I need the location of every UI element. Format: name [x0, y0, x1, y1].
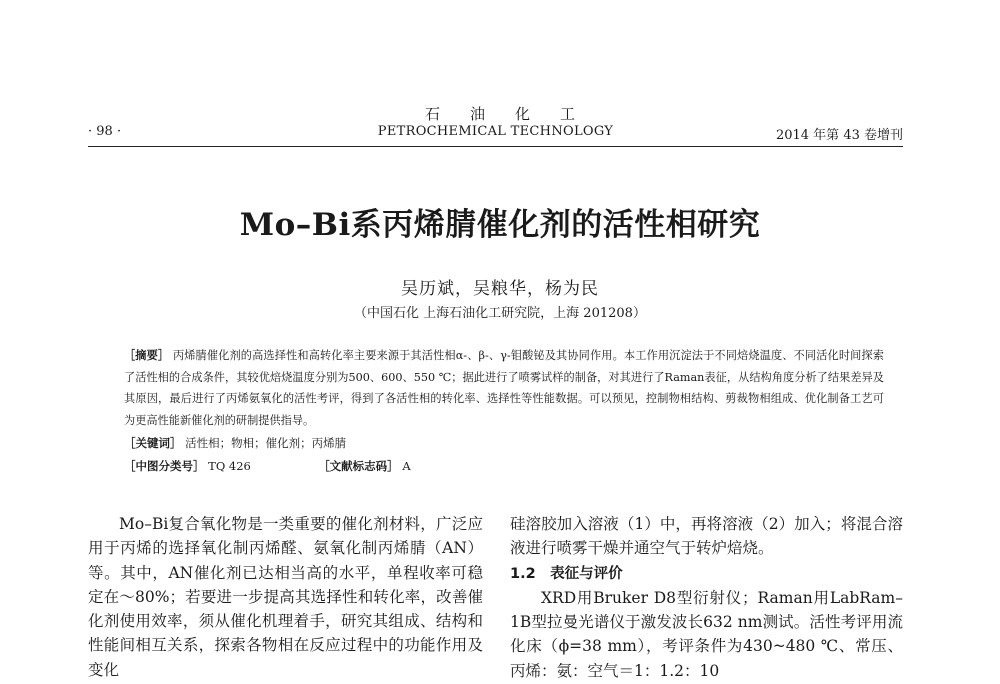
- journal-chinese-name: 石油化工: [424, 105, 605, 123]
- abstract-text: 丙烯腈催化剂的高选择性和高转化率主要来源于其活性相α-、β-、γ-钼酸铋及其协同作用。本工作用沉淀法于不同焙烧温度、不同活化时间探索了活性相的合成条件，其较优焙烧温度分别为500、600、550 ℃；据此进行了喷雾试样的制备，对其进行了Raman表征，从结构角度分析了结果差异及其原因，最后进行了丙烯氨氧化的活性考评，得到了各活性相的转化率、选择性等性能数据。可以预见，控制物相结构、剪裁物相组成、优化制备工艺可为更高性能新催化剂的研制提供指导。: [124, 349, 884, 427]
- section-heading: 1.2 表征与评价: [510, 565, 623, 582]
- abstract-label: ［摘要］: [124, 348, 170, 362]
- article-authors: 吴历斌，吴粮华，杨为民: [401, 279, 599, 299]
- clc-label: ［中图分类号］: [124, 459, 205, 473]
- author-affiliation: （中国石化 上海石油化工研究院，上海 201208）: [354, 306, 646, 321]
- clc-value: TQ 426: [208, 459, 251, 473]
- doc-code-label: ［文献标志码］: [318, 459, 399, 473]
- method-paragraph: 硅溶胶加入溶液（1）中，再将溶液（2）加入；将混合溶液进行喷雾干燥并通空气于转炉焙烧。: [510, 515, 903, 558]
- running-header: [88, 124, 903, 144]
- keywords-label: ［关键词］: [124, 436, 182, 450]
- intro-paragraph: Mo–Bi复合氧化物是一类重要的催化剂材料，广泛应用于丙烯的选择氧化制丙烯醛、氨氧化制丙烯腈（AN）等。其中，AN催化剂已达相当高的水平，单程收率可稳定在～80%；若要进一步提高其选择性和转化率，改善催化剂使用效率，须从催化机理着手，研究其组成、结构和性能间相互关系，探索各物相在反应过程中的功能作用及变化: [88, 515, 483, 679]
- page-number: · 98 ·: [88, 124, 122, 139]
- abstract-block: [124, 345, 884, 431]
- header-rule: [88, 146, 903, 147]
- journal-english-name: PETROCHEMICAL TECHNOLOGY: [377, 124, 614, 139]
- body-right-column: [510, 512, 903, 683]
- body-left-column: [88, 512, 483, 682]
- characterization-paragraph: XRD用Bruker D8型衍射仪；Raman用LabRam–1B型拉曼光谱仪于激发波长632 nm测试。活性考评用流化床（ϕ=38 mm），考评条件为430~480 ℃、常压、丙烯：氨：空气＝1：1.2：10: [510, 588, 903, 680]
- doc-code-value: A: [402, 459, 411, 473]
- keywords-line: [124, 435, 346, 451]
- keywords-text: 活性相；物相；催化剂；丙烯腈: [185, 436, 347, 450]
- classification-line: [124, 458, 411, 474]
- article-title: Mo–Bi系丙烯腈催化剂的活性相研究: [239, 207, 761, 243]
- issue-info: 2014 年第 43 卷增刊: [775, 128, 903, 143]
